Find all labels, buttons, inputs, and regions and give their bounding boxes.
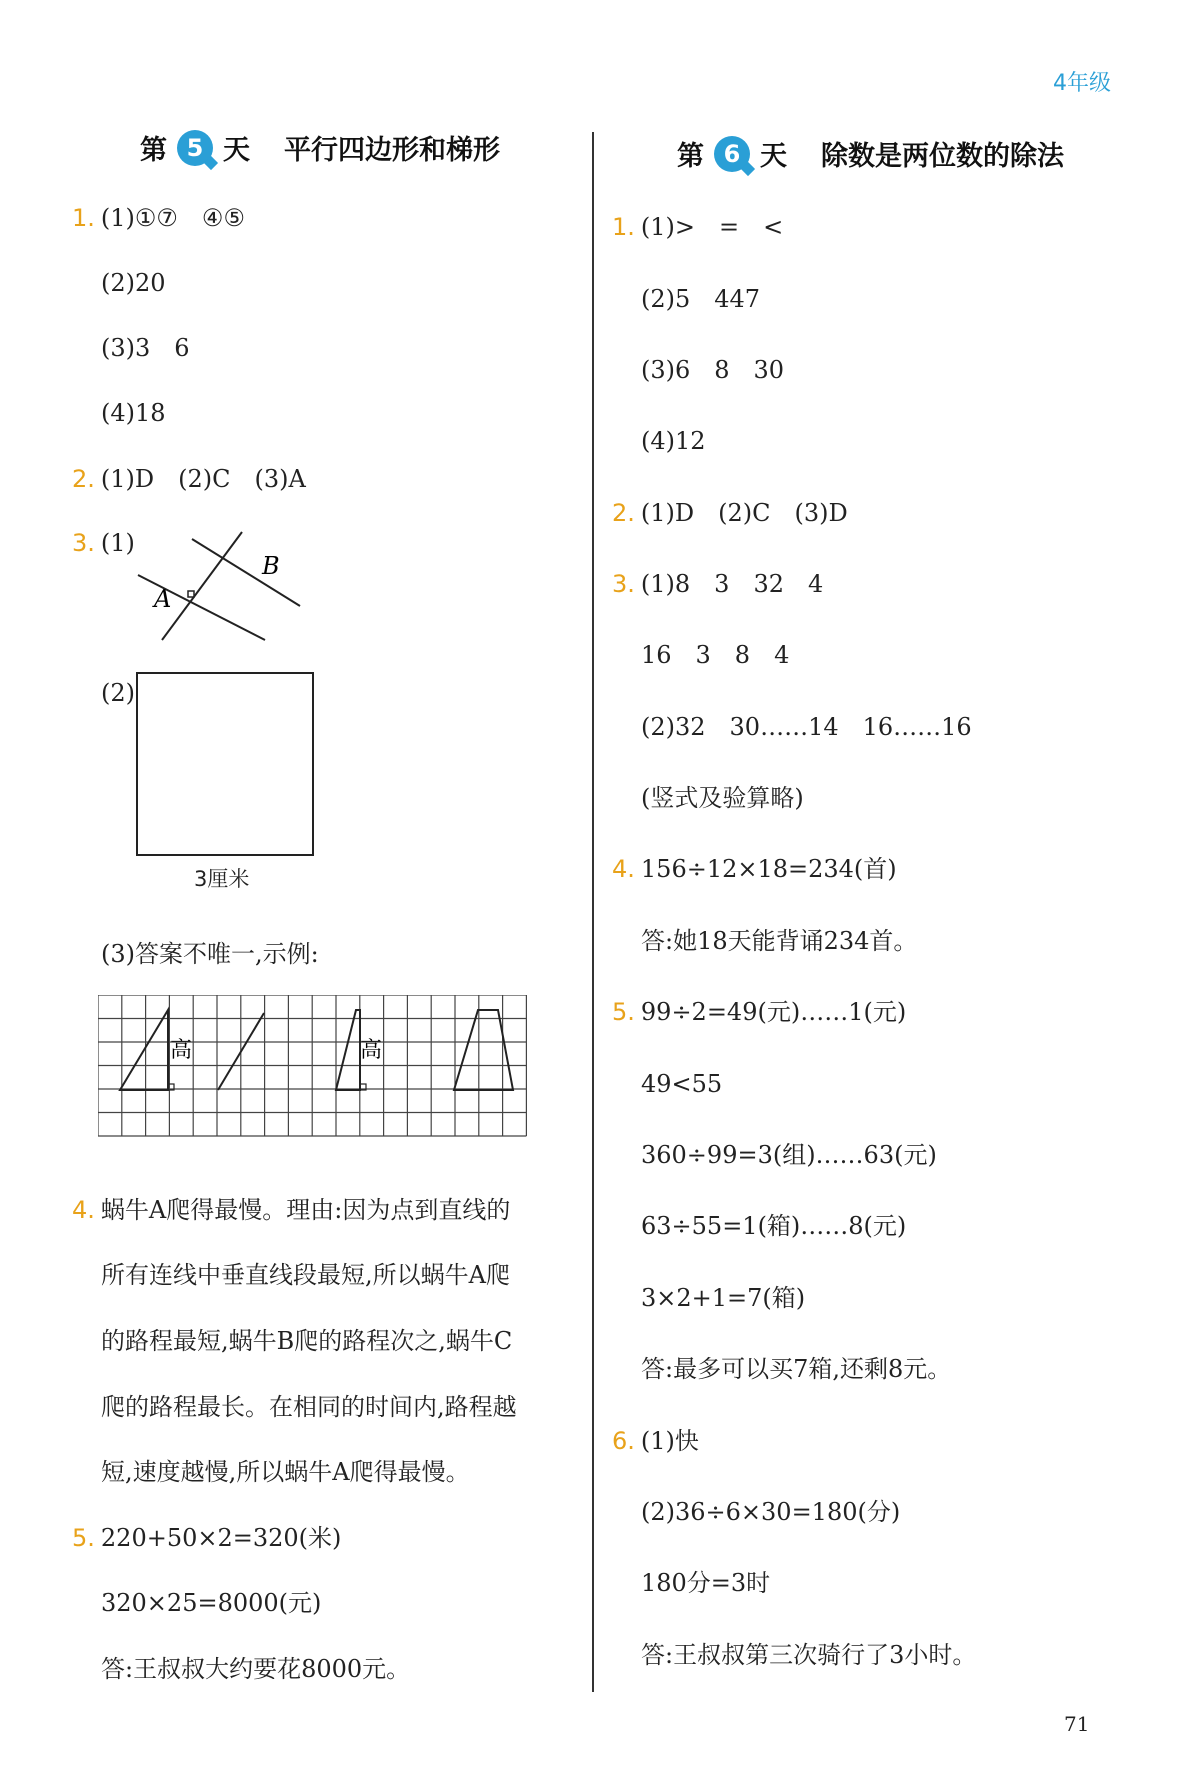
section-title: 平行四边形和梯形 xyxy=(284,135,500,166)
answer-text: 180分=3时 xyxy=(641,1569,771,1597)
line-upper xyxy=(192,539,300,606)
answer-text: 320×25=8000(元) xyxy=(101,1589,322,1617)
answer-text: (1)8 3 32 4 xyxy=(640,570,824,598)
answer-line xyxy=(72,1523,341,1553)
answer-line xyxy=(612,569,823,599)
day-prefix: 第 xyxy=(677,141,704,172)
answer-text: (1)①⑦ ④⑤ xyxy=(100,204,245,232)
answer-line xyxy=(72,203,245,233)
answer-text: (3)答案不唯一,示例: xyxy=(101,940,319,968)
grade-label: 4年级 xyxy=(1053,71,1111,96)
answer-line xyxy=(101,1260,510,1290)
answer-line xyxy=(612,1426,699,1456)
answer-line xyxy=(641,640,789,670)
answer-line xyxy=(101,333,190,363)
height-label: 高 xyxy=(360,1038,383,1063)
left-heading xyxy=(140,128,500,167)
answer-text: (3)3 6 xyxy=(101,334,190,362)
question-number: 1. xyxy=(612,213,635,241)
answer-line xyxy=(612,498,848,528)
answer-text: 49<55 xyxy=(641,1070,723,1098)
answer-line xyxy=(101,1588,321,1618)
answer-line xyxy=(641,926,917,956)
answer-line xyxy=(641,355,784,385)
answer-line xyxy=(641,284,760,314)
answer-line xyxy=(641,426,706,456)
grid-figure xyxy=(98,995,528,1141)
answer-line xyxy=(612,854,897,884)
day-prefix: 第 xyxy=(140,135,167,166)
answer-line xyxy=(101,1457,470,1487)
triangle-shape xyxy=(120,1010,168,1090)
answer-text: (2) xyxy=(101,679,135,707)
answer-line xyxy=(641,1497,900,1527)
answer-text: 答:王叔叔大约要花8000元。 xyxy=(101,1655,411,1683)
answer-line xyxy=(641,1354,951,1384)
answer-line xyxy=(72,528,135,558)
right-angle-mark xyxy=(188,591,194,597)
question-number: 4. xyxy=(612,855,635,883)
answer-line xyxy=(641,712,972,742)
column-divider xyxy=(592,132,594,1692)
day-number-badge: 6 xyxy=(714,136,750,172)
square-figure xyxy=(136,672,314,856)
answer-line xyxy=(641,1211,906,1241)
answer-text: 答:最多可以买7箱,还剩8元。 xyxy=(641,1355,952,1383)
answer-text: 蜗牛A爬得最慢。理由:因为点到直线的 xyxy=(100,1196,511,1224)
answer-text: (1)快 xyxy=(640,1427,699,1455)
day-suffix: 天 xyxy=(223,135,250,166)
answer-line xyxy=(641,1283,805,1313)
answer-text: (1)D (2)C (3)D xyxy=(640,499,848,527)
point-b-label: B xyxy=(262,552,280,580)
answer-line xyxy=(612,997,906,1027)
answer-line xyxy=(101,398,166,428)
question-number: 5. xyxy=(612,998,635,1026)
answer-line xyxy=(101,678,135,708)
answer-text: (2)5 447 xyxy=(641,285,761,313)
parallel-lines-figure xyxy=(130,528,310,648)
page-number: 71 xyxy=(1064,1712,1090,1736)
answer-text: 16 3 8 4 xyxy=(641,641,790,669)
answer-line xyxy=(101,1654,410,1684)
answer-text: 的路程最短,蜗牛B爬的路程次之,蜗牛C xyxy=(101,1327,513,1355)
question-number: 1. xyxy=(72,204,95,232)
trapezoid-shape xyxy=(454,1010,513,1090)
answer-line xyxy=(101,1392,517,1422)
point-a-label: A xyxy=(154,585,172,613)
answer-text: 答:王叔叔第三次骑行了3小时。 xyxy=(641,1641,977,1669)
answer-text: 99÷2=49(元)……1(元) xyxy=(640,998,907,1026)
answer-line xyxy=(641,1140,937,1170)
section-title: 除数是两位数的除法 xyxy=(821,141,1064,172)
answer-text: 360÷99=3(组)……63(元) xyxy=(641,1141,937,1169)
question-number: 3. xyxy=(612,570,635,598)
answer-text: (3)6 8 30 xyxy=(641,356,785,384)
answer-text: 答:她18天能背诵234首。 xyxy=(641,927,918,955)
answer-text: (1) xyxy=(100,529,135,557)
answer-text: (2)36÷6×30=180(分) xyxy=(641,1498,901,1526)
answer-text: 所有连线中垂直线段最短,所以蜗牛A爬 xyxy=(101,1261,510,1289)
day-suffix: 天 xyxy=(760,141,787,172)
answer-line xyxy=(72,464,306,494)
answer-text: 爬的路程最长。在相同的时间内,路程越 xyxy=(101,1393,517,1421)
answer-line xyxy=(641,1568,770,1598)
answer-text: (1)> = < xyxy=(640,213,784,241)
answer-text: 156÷12×18=234(首) xyxy=(640,855,897,883)
narrow-shape xyxy=(336,1010,360,1090)
day-number-badge: 5 xyxy=(177,130,213,166)
question-number: 6. xyxy=(612,1427,635,1455)
answer-text: 短,速度越慢,所以蜗牛A爬得最慢。 xyxy=(101,1458,470,1486)
answer-line xyxy=(641,783,804,813)
question-number: 5. xyxy=(72,1524,95,1552)
answer-line xyxy=(612,212,783,242)
answer-text: (1)D (2)C (3)A xyxy=(100,465,306,493)
answer-line xyxy=(101,939,319,969)
answer-line xyxy=(72,1195,510,1225)
answer-text: (2)32 30……14 16……16 xyxy=(641,713,972,741)
question-number: 4. xyxy=(72,1196,95,1224)
answer-text: 63÷55=1(箱)……8(元) xyxy=(641,1212,907,1240)
answer-text: (竖式及验算略) xyxy=(641,784,804,812)
answer-line xyxy=(101,268,166,298)
answer-text: (4)18 xyxy=(101,399,166,427)
perpendicular-line xyxy=(162,532,242,640)
answer-text: 3×2+1=7(箱) xyxy=(641,1284,806,1312)
answer-line xyxy=(641,1069,722,1099)
answer-text: (2)20 xyxy=(101,269,166,297)
question-number: 3. xyxy=(72,529,95,557)
question-number: 2. xyxy=(72,465,95,493)
height-label: 高 xyxy=(170,1038,193,1063)
answer-text: (4)12 xyxy=(641,427,706,455)
answer-line xyxy=(641,1640,976,1670)
right-heading xyxy=(677,134,1064,173)
question-number: 2. xyxy=(612,499,635,527)
answer-line xyxy=(101,1326,512,1356)
square-side-caption: 3厘米 xyxy=(194,867,250,891)
answer-text: 220+50×2=320(米) xyxy=(100,1524,342,1552)
